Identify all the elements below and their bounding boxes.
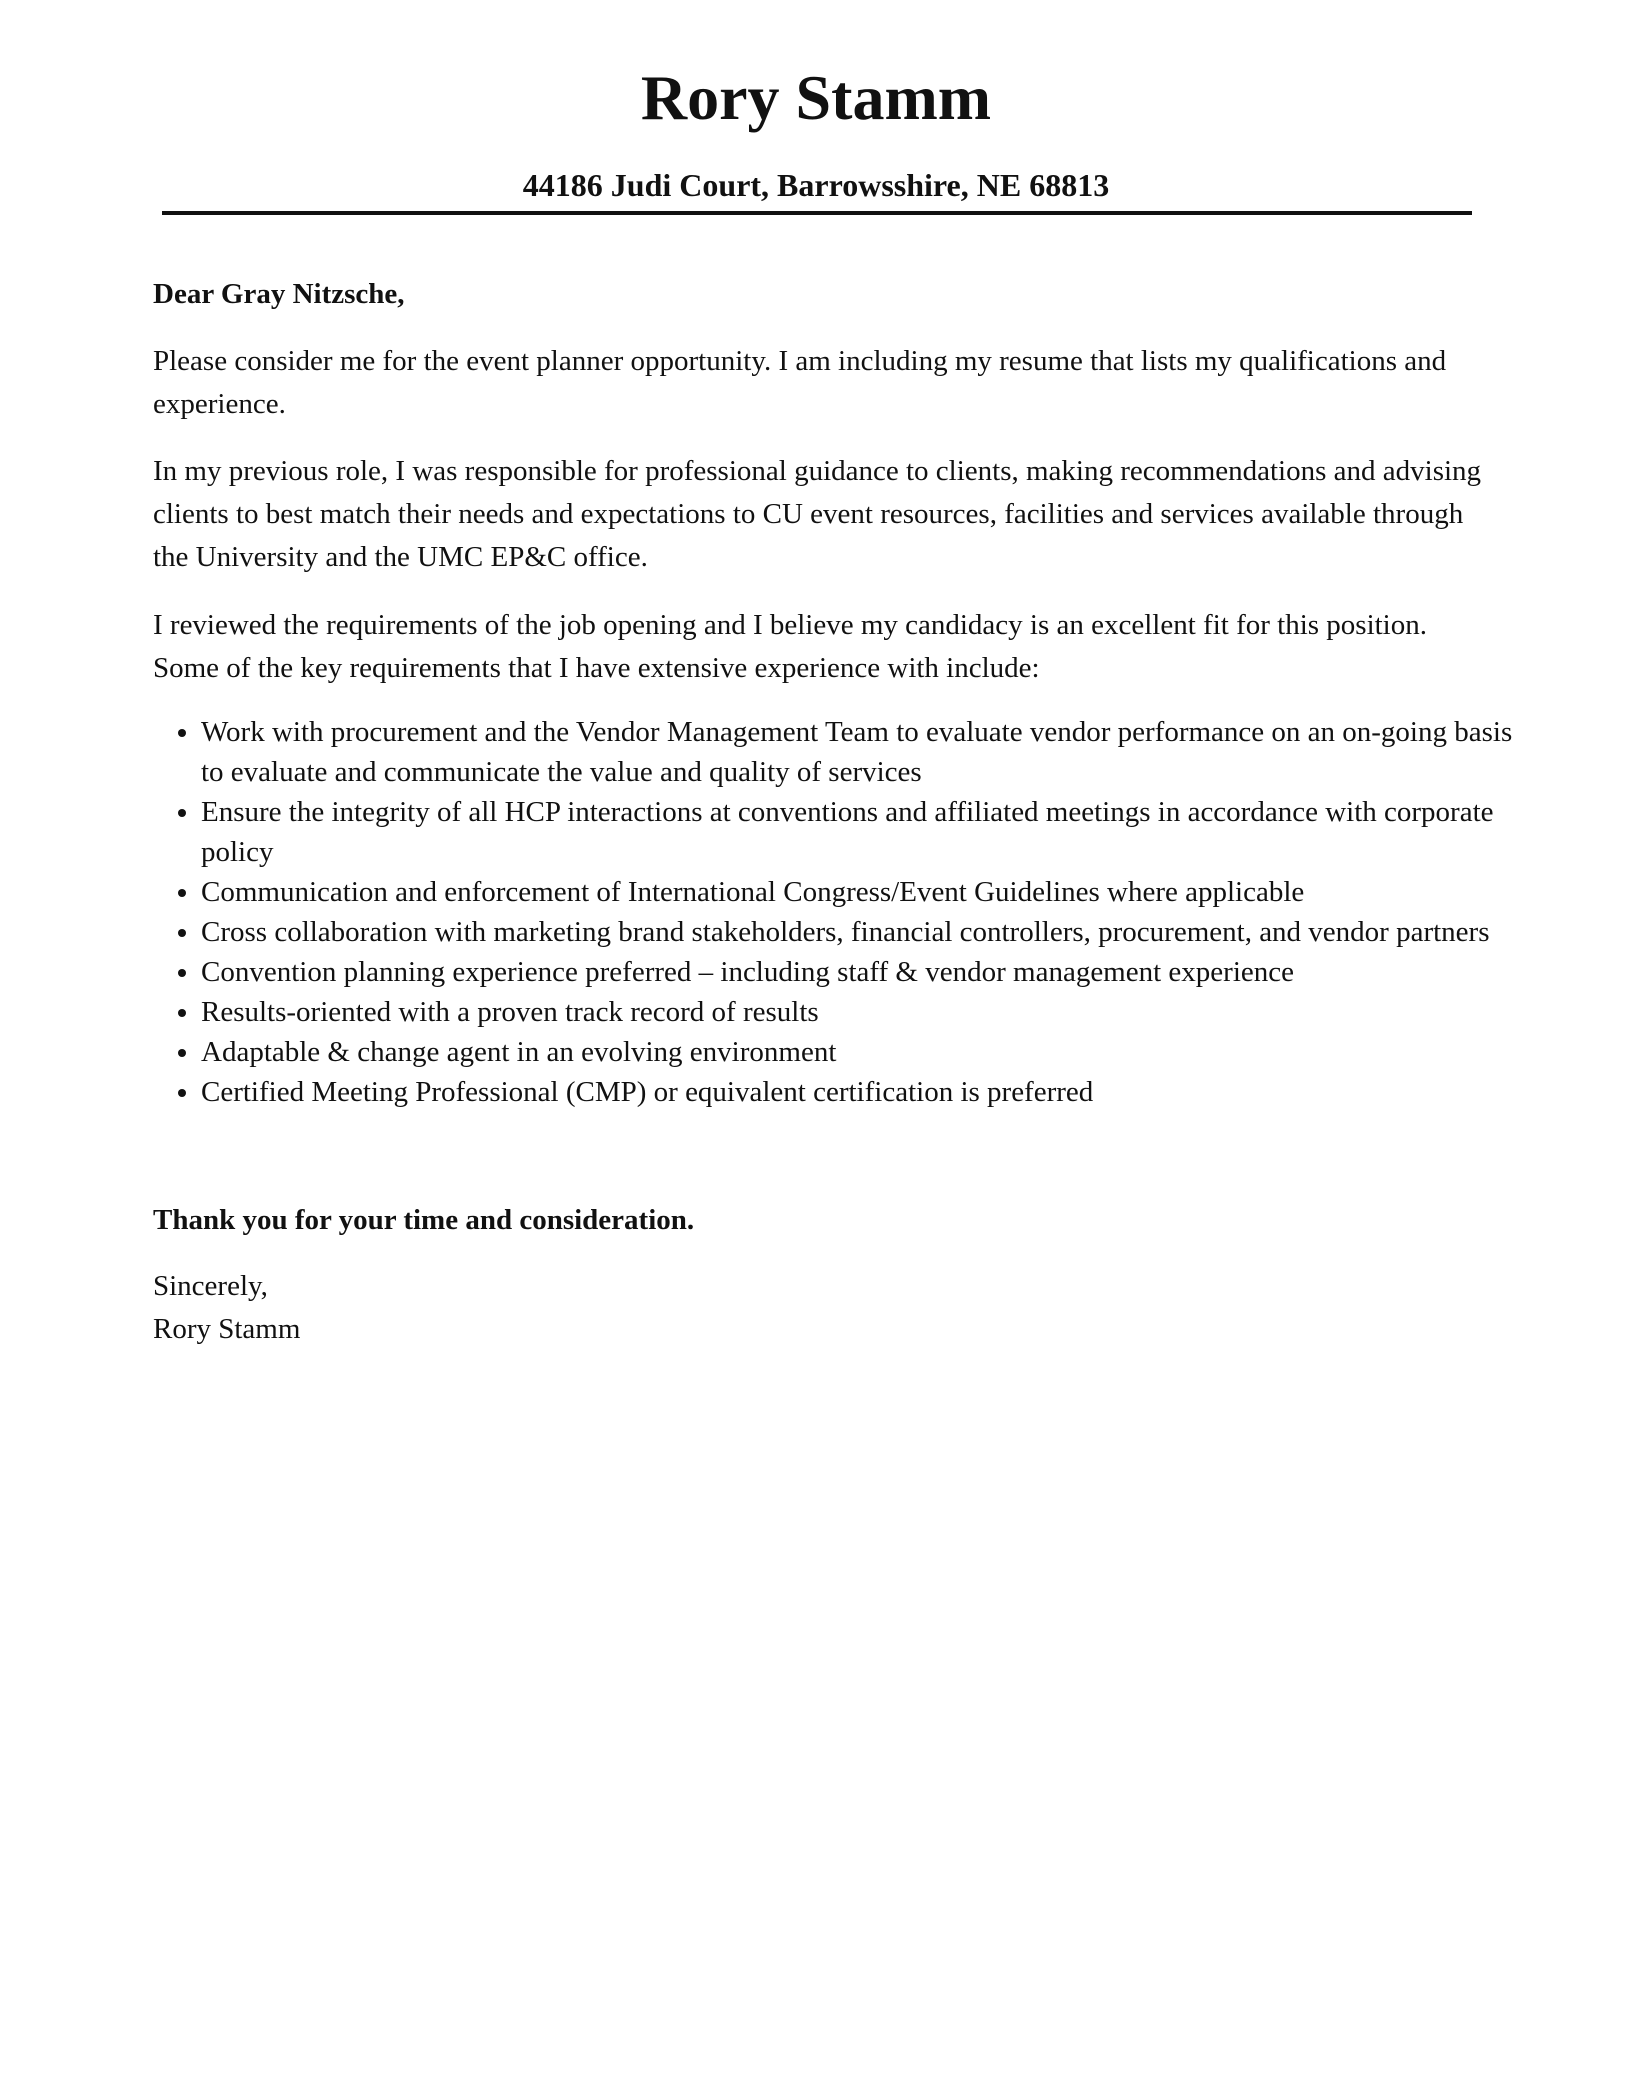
requirements-list (153, 712, 1531, 1112)
header-divider (162, 211, 1472, 215)
signature-name: Rory Stamm (153, 1313, 301, 1345)
sender-address: 44186 Judi Court, Barrowsshire, NE 68813 (522, 167, 1110, 203)
thanks-line: Thank you for your time and consideration. (153, 1204, 695, 1236)
requirement-item: Convention planning experience preferred – including staff & vendor management experience (201, 952, 1531, 992)
requirement-item: Communication and enforcement of International Congress/Event Guidelines where applicable (201, 872, 1531, 912)
paragraph-previous-role: In my previous role, I was responsible for professional guidance to clients, making recommendations and advising clients to best match their needs and expectations to CU event resources, facilities and services available through the University and the UMC EP&C office. (153, 455, 1482, 573)
sender-name: Rory Stamm (640, 62, 992, 133)
requirement-item: Cross collaboration with marketing brand stakeholders, financial controllers, procurement, and vendor partners (201, 912, 1531, 952)
closing-block (153, 1265, 300, 1351)
requirement-item: Work with procurement and the Vendor Management Team to evaluate vendor performance on an on-going basis to evaluate and communicate the value and quality of services (201, 712, 1531, 792)
requirement-item: Results-oriented with a proven track record of results (201, 992, 1531, 1032)
requirement-item: Ensure the integrity of all HCP interactions at conventions and affiliated meetings in accordance with corporate policy (201, 792, 1531, 872)
closing-phrase: Sincerely, (153, 1270, 268, 1302)
paragraph-requirements-intro: I reviewed the requirements of the job opening and I believe my candidacy is an excellent fit for this position. Some of the key requirements that I have extensive experience with include: (153, 609, 1427, 684)
requirement-item: Certified Meeting Professional (CMP) or equivalent certification is preferred (201, 1072, 1531, 1112)
paragraph-intro: Please consider me for the event planner opportunity. I am including my resume that lists my qualifications and experience. (153, 345, 1447, 420)
requirement-item: Adaptable & change agent in an evolving environment (201, 1032, 1531, 1072)
salutation: Dear Gray Nitzsche, (153, 278, 405, 310)
